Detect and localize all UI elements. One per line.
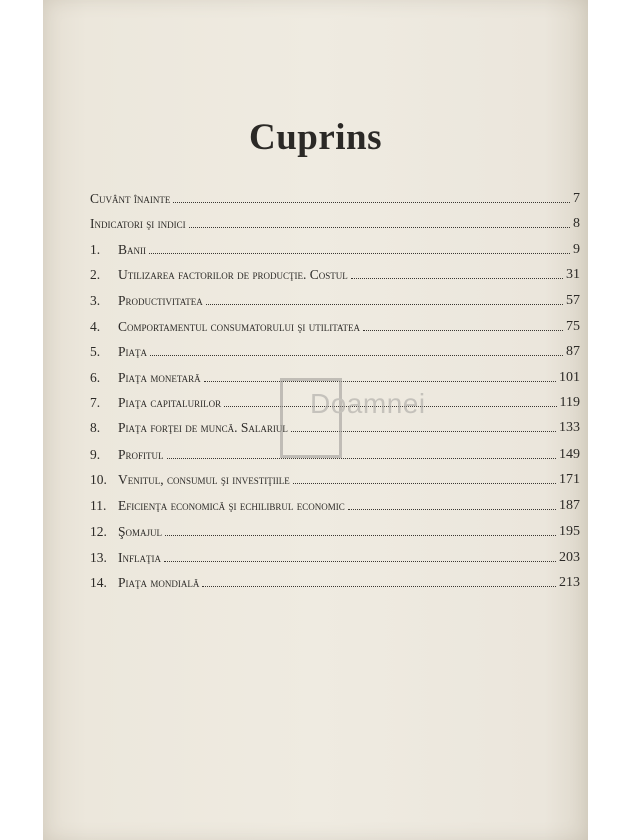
page-title: Cuprins xyxy=(248,117,383,158)
toc-entry-number: 14. xyxy=(90,575,107,590)
toc-entry xyxy=(90,263,580,283)
toc-entry-title: Profitul xyxy=(118,447,164,462)
dot-leader xyxy=(149,252,570,254)
toc-entry xyxy=(90,494,580,514)
toc-entry-title: Şomajul xyxy=(118,524,163,539)
toc-entry-page-number: 57 xyxy=(566,293,580,308)
toc-entry-page-number: 195 xyxy=(559,524,580,539)
toc-entry-page-number: 101 xyxy=(559,370,580,385)
toc-entry-title: Venitul, consumul şi investiţiile xyxy=(118,472,290,487)
toc-entry xyxy=(90,366,580,386)
toc-entry-number: 2. xyxy=(90,267,101,282)
toc-entry-number: 11. xyxy=(90,498,107,513)
toc-entry-number: 13. xyxy=(90,550,107,565)
dot-leader xyxy=(224,405,556,407)
toc-entry xyxy=(90,289,580,309)
toc-entry xyxy=(90,212,580,232)
toc-entry-page-number: 133 xyxy=(559,420,580,435)
toc-entry-page-number: 149 xyxy=(559,447,580,462)
toc-entry-number: 6. xyxy=(90,370,101,385)
toc-entry-page-number: 7 xyxy=(573,191,580,206)
toc-entry-title: Indicatori şi indici xyxy=(90,216,186,231)
toc-entry-page-number: 119 xyxy=(559,395,580,410)
dot-leader xyxy=(202,585,556,587)
toc-entry-number: 3. xyxy=(90,293,101,308)
toc-entry-title: Piaţa capitalurilor xyxy=(118,395,222,410)
toc-entry-page-number: 203 xyxy=(559,550,580,565)
toc-entry-title: Piaţa forţei de muncă. Salariul xyxy=(118,420,288,435)
dot-leader xyxy=(363,329,563,331)
toc-entry-number: 5. xyxy=(90,344,101,359)
toc-entry xyxy=(90,238,580,258)
toc-entry-number: 8. xyxy=(90,420,101,435)
toc-entry-page-number: 75 xyxy=(566,319,580,334)
dot-leader xyxy=(348,508,556,510)
toc-entry-page-number: 171 xyxy=(559,472,580,487)
toc-entry-title: Productivitatea xyxy=(118,293,203,308)
toc-entry xyxy=(90,520,580,540)
toc-entry-title: Eficienţa economică şi echilibrul economic xyxy=(118,498,345,513)
toc-entry-page-number: 187 xyxy=(559,498,580,513)
toc-entry-page-number: 87 xyxy=(566,344,580,359)
dot-leader xyxy=(293,482,556,484)
dot-leader xyxy=(189,226,570,228)
toc-entry-number: 1. xyxy=(90,242,101,257)
dot-leader xyxy=(167,457,556,459)
toc-entry xyxy=(90,571,580,591)
watermark-text: Doamnei xyxy=(310,388,426,419)
toc-entry-title: Banii xyxy=(118,242,146,257)
book-page xyxy=(43,0,588,840)
toc-entry-title: Piaţa monetară xyxy=(118,370,201,385)
toc-entry-number: 12. xyxy=(90,524,107,539)
toc-entry xyxy=(90,315,580,335)
toc-entry xyxy=(90,187,580,207)
dot-leader xyxy=(206,303,563,305)
toc-entry-page-number: 31 xyxy=(566,267,580,282)
dot-leader xyxy=(164,560,556,562)
toc-entry-number: 4. xyxy=(90,319,101,334)
toc-entry-number: 9. xyxy=(90,447,101,462)
toc-entry xyxy=(90,391,580,411)
toc-entry xyxy=(90,546,580,566)
toc-entry-number: 10. xyxy=(90,472,107,487)
dot-leader xyxy=(291,430,556,432)
toc-entry-title: Piaţa mondială xyxy=(118,575,200,590)
dot-leader xyxy=(150,354,563,356)
toc-entry-title: Piaţa xyxy=(118,344,148,359)
dot-leader xyxy=(165,534,556,536)
dot-leader xyxy=(204,380,556,382)
toc-entry xyxy=(90,468,580,488)
toc-entry xyxy=(90,340,580,360)
toc-entry xyxy=(90,416,580,436)
toc-entry-page-number: 8 xyxy=(573,216,580,231)
toc-entry-title: Cuvânt înainte xyxy=(90,191,171,206)
toc-entry xyxy=(90,443,580,463)
toc-entry-page-number: 213 xyxy=(559,575,580,590)
toc-entry-number: 7. xyxy=(90,395,101,410)
toc-entry-title: Utilizarea factorilor de producţie. Costul xyxy=(118,267,348,282)
toc-entry-title: Inflaţia xyxy=(118,550,161,565)
dot-leader xyxy=(173,201,570,203)
dot-leader xyxy=(351,277,563,279)
toc-entry-title: Comportamentul consumatorului şi utilitatea xyxy=(118,319,360,334)
toc-entry-page-number: 9 xyxy=(573,242,580,257)
